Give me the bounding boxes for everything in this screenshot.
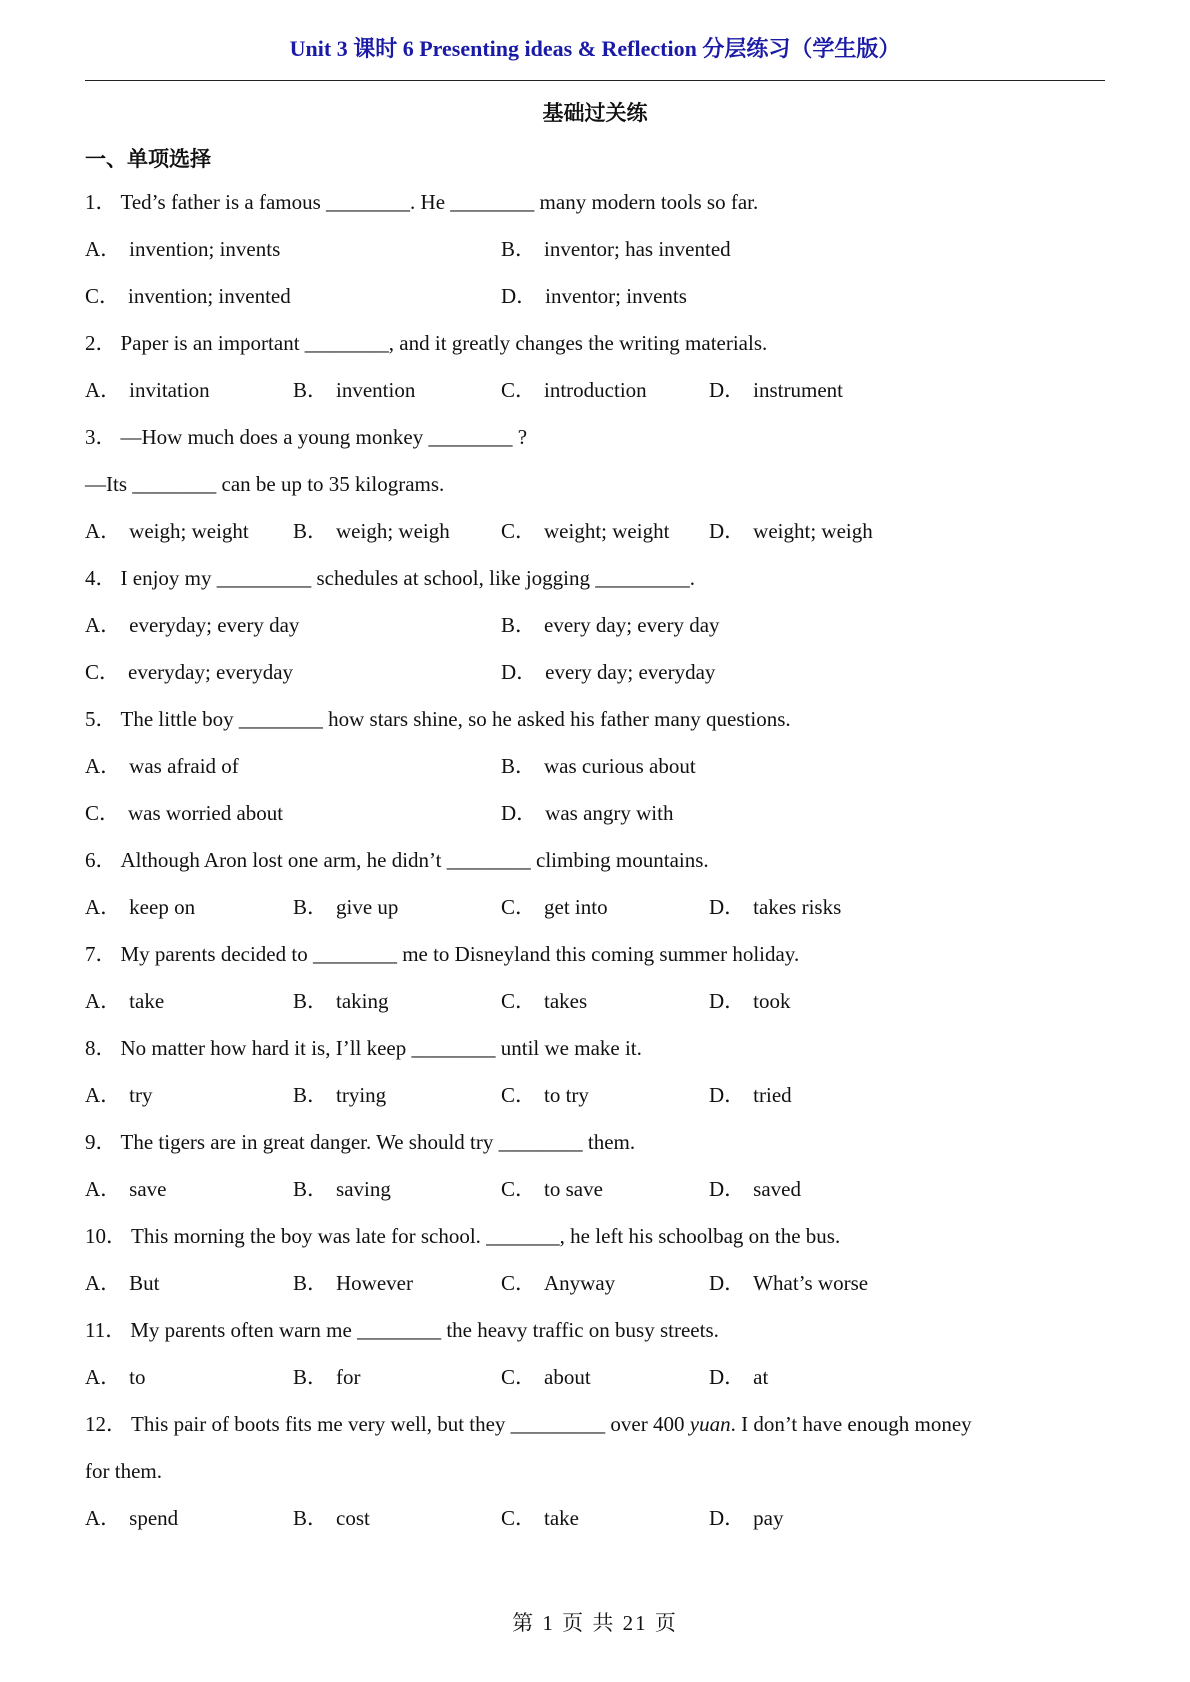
question-5-option-c[interactable]: C． was worried about: [85, 801, 284, 825]
question-11-options: [85, 1354, 1115, 1401]
question-3-stem-reply: —Its ________ can be up to 35 kilograms.: [85, 472, 445, 496]
question-11-stem: 11． My parents often warn me ________ the heavy traffic on busy streets.: [85, 1318, 719, 1342]
question-5-stem: 5． The little boy ________ how stars shine, so he asked his father many questions.: [85, 707, 791, 731]
question-6-stem: 6． Although Aron lost one arm, he didn’t ________ climbing mountains.: [85, 848, 709, 872]
question-9-option-b[interactable]: B． saving: [293, 1177, 391, 1201]
question-4-option-c[interactable]: C． everyday; everyday: [85, 660, 294, 684]
question-2-options: [85, 367, 1115, 414]
question-6-option-c[interactable]: C． get into: [501, 895, 608, 919]
question-10-option-d[interactable]: D． What’s worse: [709, 1271, 869, 1295]
question-5-options-row-1: [85, 743, 1115, 790]
question-4-options-row-2: [85, 649, 1115, 696]
question-2-option-a[interactable]: A． invitation: [85, 378, 210, 402]
question-5-option-a[interactable]: A． was afraid of: [85, 754, 239, 778]
question-11-option-d[interactable]: D． at: [709, 1365, 769, 1389]
document-header: Unit 3 课时 6 Presenting ideas & Reflection 分层练习（学生版）: [289, 36, 901, 61]
question-2-option-d[interactable]: D． instrument: [709, 378, 843, 402]
question-3-option-b[interactable]: B． weigh; weigh: [293, 519, 450, 543]
question-12-option-d[interactable]: D． pay: [709, 1506, 784, 1530]
question-3-option-c[interactable]: C． weight; weight: [501, 519, 670, 543]
question-4-options-row-1: [85, 602, 1115, 649]
question-9-option-c[interactable]: C． to save: [501, 1177, 603, 1201]
question-5-option-d[interactable]: D． was angry with: [501, 801, 674, 825]
question-7-option-c[interactable]: C． takes: [501, 989, 588, 1013]
question-8-option-c[interactable]: C． to try: [501, 1083, 589, 1107]
question-3-option-a[interactable]: A． weigh; weight: [85, 519, 249, 543]
question-1-stem: 1． Ted’s father is a famous ________. He ________ many modern tools so far.: [85, 190, 759, 214]
header-divider: [85, 80, 1105, 81]
question-10-stem: 10． This morning the boy was late for school. _______, he left his schoolbag on the bus.: [85, 1224, 841, 1248]
question-5-options-row-2: [85, 790, 1115, 837]
question-3-option-d[interactable]: D． weight; weigh: [709, 519, 873, 543]
question-4-stem: 4． I enjoy my _________ schedules at school, like jogging _________.: [85, 566, 696, 590]
question-12-stem: 12． This pair of boots fits me very well, but they _________ over 400 yuan. I don’t have enough money: [85, 1412, 972, 1436]
question-1-option-b[interactable]: B． inventor; has invented: [501, 237, 731, 261]
question-1-option-a[interactable]: A． invention; invents: [85, 237, 281, 261]
question-4-option-b[interactable]: B． every day; every day: [501, 613, 720, 637]
question-12-option-c[interactable]: C． take: [501, 1506, 579, 1530]
question-11-option-a[interactable]: A． to: [85, 1365, 146, 1389]
question-7-option-a[interactable]: A． take: [85, 989, 165, 1013]
question-1-options-row-1: [85, 226, 1115, 273]
question-7-stem: 7． My parents decided to ________ me to Disneyland this coming summer holiday.: [85, 942, 800, 966]
question-12-option-b[interactable]: B． cost: [293, 1506, 370, 1530]
question-6-option-a[interactable]: A． keep on: [85, 895, 196, 919]
question-9-stem: 9． The tigers are in great danger. We should try ________ them.: [85, 1130, 636, 1154]
question-10-option-b[interactable]: B． However: [293, 1271, 413, 1295]
question-3-stem: 3． —How much does a young monkey ________ ?: [85, 425, 528, 449]
question-9-option-d[interactable]: D． saved: [709, 1177, 801, 1201]
question-8-option-a[interactable]: A． try: [85, 1083, 153, 1107]
question-7-option-b[interactable]: B． taking: [293, 989, 389, 1013]
question-2-option-c[interactable]: C． introduction: [501, 378, 647, 402]
question-12-option-a[interactable]: A． spend: [85, 1506, 179, 1530]
question-6-options: [85, 884, 1115, 931]
question-10-option-a[interactable]: A． But: [85, 1271, 160, 1295]
question-1-option-d[interactable]: D． inventor; invents: [501, 284, 687, 308]
question-8-options: [85, 1072, 1115, 1119]
question-11-option-b[interactable]: B． for: [293, 1365, 361, 1389]
question-4-option-d[interactable]: D． every day; everyday: [501, 660, 716, 684]
question-2-option-b[interactable]: B． invention: [293, 378, 416, 402]
part-title: 一、单项选择: [85, 147, 211, 171]
question-6-option-b[interactable]: B． give up: [293, 895, 399, 919]
section-title: 基础过关练: [542, 101, 648, 125]
question-2-stem: 2． Paper is an important ________, and it greatly changes the writing materials.: [85, 331, 768, 355]
question-10-option-c[interactable]: C． Anyway: [501, 1271, 616, 1295]
question-1-options-row-2: [85, 273, 1115, 320]
question-9-options: [85, 1166, 1115, 1213]
question-12-stem-continued: for them.: [85, 1459, 162, 1483]
question-7-option-d[interactable]: D． took: [709, 989, 791, 1013]
question-8-stem: 8． No matter how hard it is, I’ll keep ________ until we make it.: [85, 1036, 642, 1060]
page-footer: 第 1 页 共 21 页: [512, 1611, 678, 1635]
question-list: [85, 179, 1115, 1542]
question-9-option-a[interactable]: A． save: [85, 1177, 167, 1201]
question-7-options: [85, 978, 1115, 1025]
question-8-option-b[interactable]: B． trying: [293, 1083, 387, 1107]
question-12-options: [85, 1495, 1115, 1542]
question-8-option-d[interactable]: D． tried: [709, 1083, 792, 1107]
question-3-options: [85, 508, 1115, 555]
question-5-option-b[interactable]: B． was curious about: [501, 754, 696, 778]
question-10-options: [85, 1260, 1115, 1307]
question-6-option-d[interactable]: D． takes risks: [709, 895, 842, 919]
question-1-option-c[interactable]: C． invention; invented: [85, 284, 291, 308]
question-11-option-c[interactable]: C． about: [501, 1365, 591, 1389]
question-4-option-a[interactable]: A． everyday; every day: [85, 613, 300, 637]
